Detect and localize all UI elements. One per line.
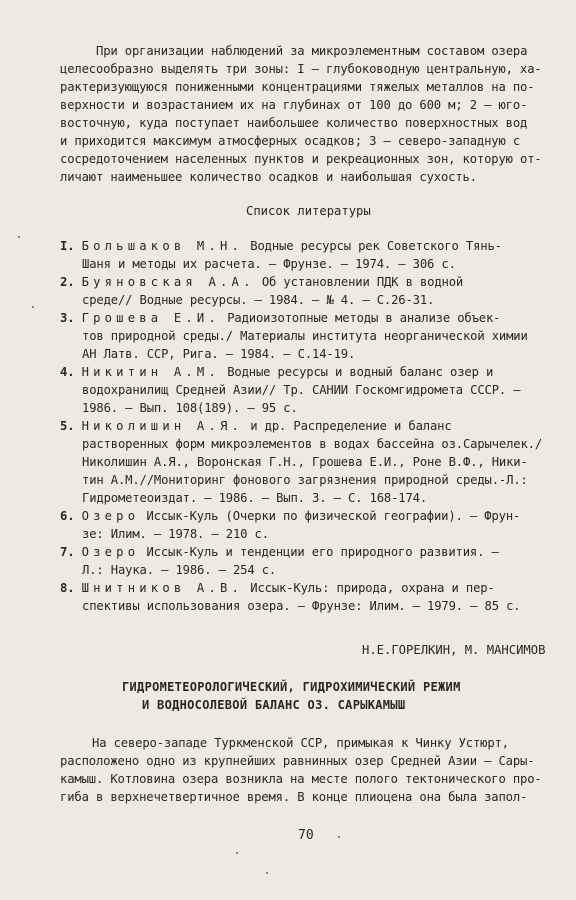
text-line: камыш. Котловина озера возникла на месте полого тектонического про- bbox=[60, 772, 542, 786]
text-line: целесообразно выделять три зоны: I – глубоководную центральную, ха- bbox=[60, 62, 542, 76]
reference-number: 7. bbox=[60, 545, 75, 559]
article-title-line: И ВОДНОСОЛЕВОЙ БАЛАНС ОЗ. САРЫКАМЫШ bbox=[142, 698, 406, 712]
text-line: верхности и возрастанием их на глубинах от 100 до 600 м; 2 – юго- bbox=[60, 98, 528, 112]
text-line: рактеризующуюся пониженными концентрациями тяжелых металлов на по- bbox=[60, 80, 535, 94]
reference-number: 4. bbox=[60, 365, 75, 379]
page-number: 70 bbox=[298, 828, 314, 843]
reference-text: Л.: Наука. – 1986. – 254 с. bbox=[82, 563, 277, 577]
reference-text: зе: Илим. – 1978. – 210 с. bbox=[82, 527, 269, 541]
references-heading: Список литературы bbox=[246, 204, 371, 218]
reference-text: Иссык-Куль: природа, охрана и пер- bbox=[250, 581, 495, 595]
text-line: гиба в верхнечетвертичное время. В конце плиоцена она была запол- bbox=[60, 790, 528, 804]
reference-text: Иссык-Куль (Очерки по физической географии). – Фрун- bbox=[146, 509, 521, 523]
scan-speck bbox=[266, 872, 268, 874]
reference-text: среде// Водные ресурсы. – 1984. – № 4. – С.26-31. bbox=[82, 293, 435, 307]
reference-text: Об установлении ПДК в водной bbox=[261, 275, 464, 289]
reference-text: тин А.М.//Мониторинг фонового загрязнения природной среды.-Л.: bbox=[82, 473, 528, 487]
reference-text: водохранилищ Средней Азии// Тр. САНИИ Госкомгидромета СССР. – bbox=[82, 383, 521, 397]
reference-author: Буяновская А.А. bbox=[81, 275, 255, 289]
reference-text: Водные ресурсы и водный баланс озер и bbox=[227, 365, 494, 379]
scan-speck bbox=[338, 836, 340, 838]
reference-text: спективы использования озера. – Фрунзе: Илим. – 1979. – 85 с. bbox=[82, 599, 521, 613]
text-line: сосредоточением населенных пунктов и рекреационных зон, которую от- bbox=[60, 152, 542, 166]
reference-author: Шнитников А.В. bbox=[81, 581, 244, 595]
reference-text: и др. Распределение и баланс bbox=[250, 419, 452, 433]
text-line: расположено одно из крупнейших равнинных озер Средней Азии – Сары- bbox=[60, 754, 535, 768]
reference-author: Большаков М.Н. bbox=[81, 239, 244, 253]
reference-author: Николишин А.Я. bbox=[81, 419, 244, 433]
reference-text: Радиоизотопные методы в анализе объек- bbox=[227, 311, 501, 325]
scan-speck bbox=[32, 306, 34, 308]
reference-author: Озеро bbox=[81, 545, 140, 559]
reference-author: Никитин А.М. bbox=[81, 365, 221, 379]
reference-number: I. bbox=[60, 239, 75, 253]
reference-author: Грошева Е.И. bbox=[81, 311, 221, 325]
text-line: восточную, куда поступает наибольшее количество поверхностных вод bbox=[60, 116, 528, 130]
reference-text: АН Латв. ССР, Рига. – 1984. – С.14-19. bbox=[82, 347, 356, 361]
reference-number: 3. bbox=[60, 311, 75, 325]
reference-text: 1986. – Вып. 108(189). – 95 с. bbox=[82, 401, 298, 415]
reference-text: растворенных форм микроэлементов в водах бассейна оз.Сарычелек./ bbox=[82, 437, 542, 451]
reference-number: 2. bbox=[60, 275, 75, 289]
text-line: и приходится максимум атмосферных осадков; 3 – северо-западную с bbox=[60, 134, 520, 148]
reference-number: 5. bbox=[60, 419, 75, 433]
article-authors: Н.Е.ГОРЕЛКИН, М. МАНСИМОВ bbox=[362, 643, 546, 657]
scan-speck bbox=[18, 236, 20, 238]
reference-text: Водные ресурсы рек Советского Тянь- bbox=[250, 239, 502, 253]
text-line: личают наименьшее количество осадков и наибольшая сухость. bbox=[60, 170, 477, 184]
reference-text: Шаня и методы их расчета. – Фрунзе. – 1974. – 306 с. bbox=[82, 257, 456, 271]
reference-text: Иссык-Куль и тенденции его природного развития. – bbox=[146, 545, 499, 559]
reference-text: тов природной среды./ Материалы института неорганической химии bbox=[82, 329, 528, 343]
scan-speck bbox=[236, 852, 238, 854]
text-line: На северо-западе Туркменской ССР, примыкая к Чинку Устюрт, bbox=[92, 736, 509, 750]
reference-author: Озеро bbox=[81, 509, 140, 523]
reference-text: Николишин А.Я., Воронская Г.Н., Грошева Е.И., Роне В.Ф., Ники- bbox=[82, 455, 528, 469]
reference-text: Гидрометеоиздат. – 1986. – Вып. 3. – С. 168-174. bbox=[82, 491, 427, 505]
reference-number: 6. bbox=[60, 509, 75, 523]
text-line: При организации наблюдений за микроэлементным составом озера bbox=[96, 44, 528, 58]
reference-number: 8. bbox=[60, 581, 75, 595]
article-title-line: ГИДРОМЕТЕОРОЛОГИЧЕСКИЙ, ГИДРОХИМИЧЕСКИЙ РЕЖИМ bbox=[122, 680, 461, 694]
